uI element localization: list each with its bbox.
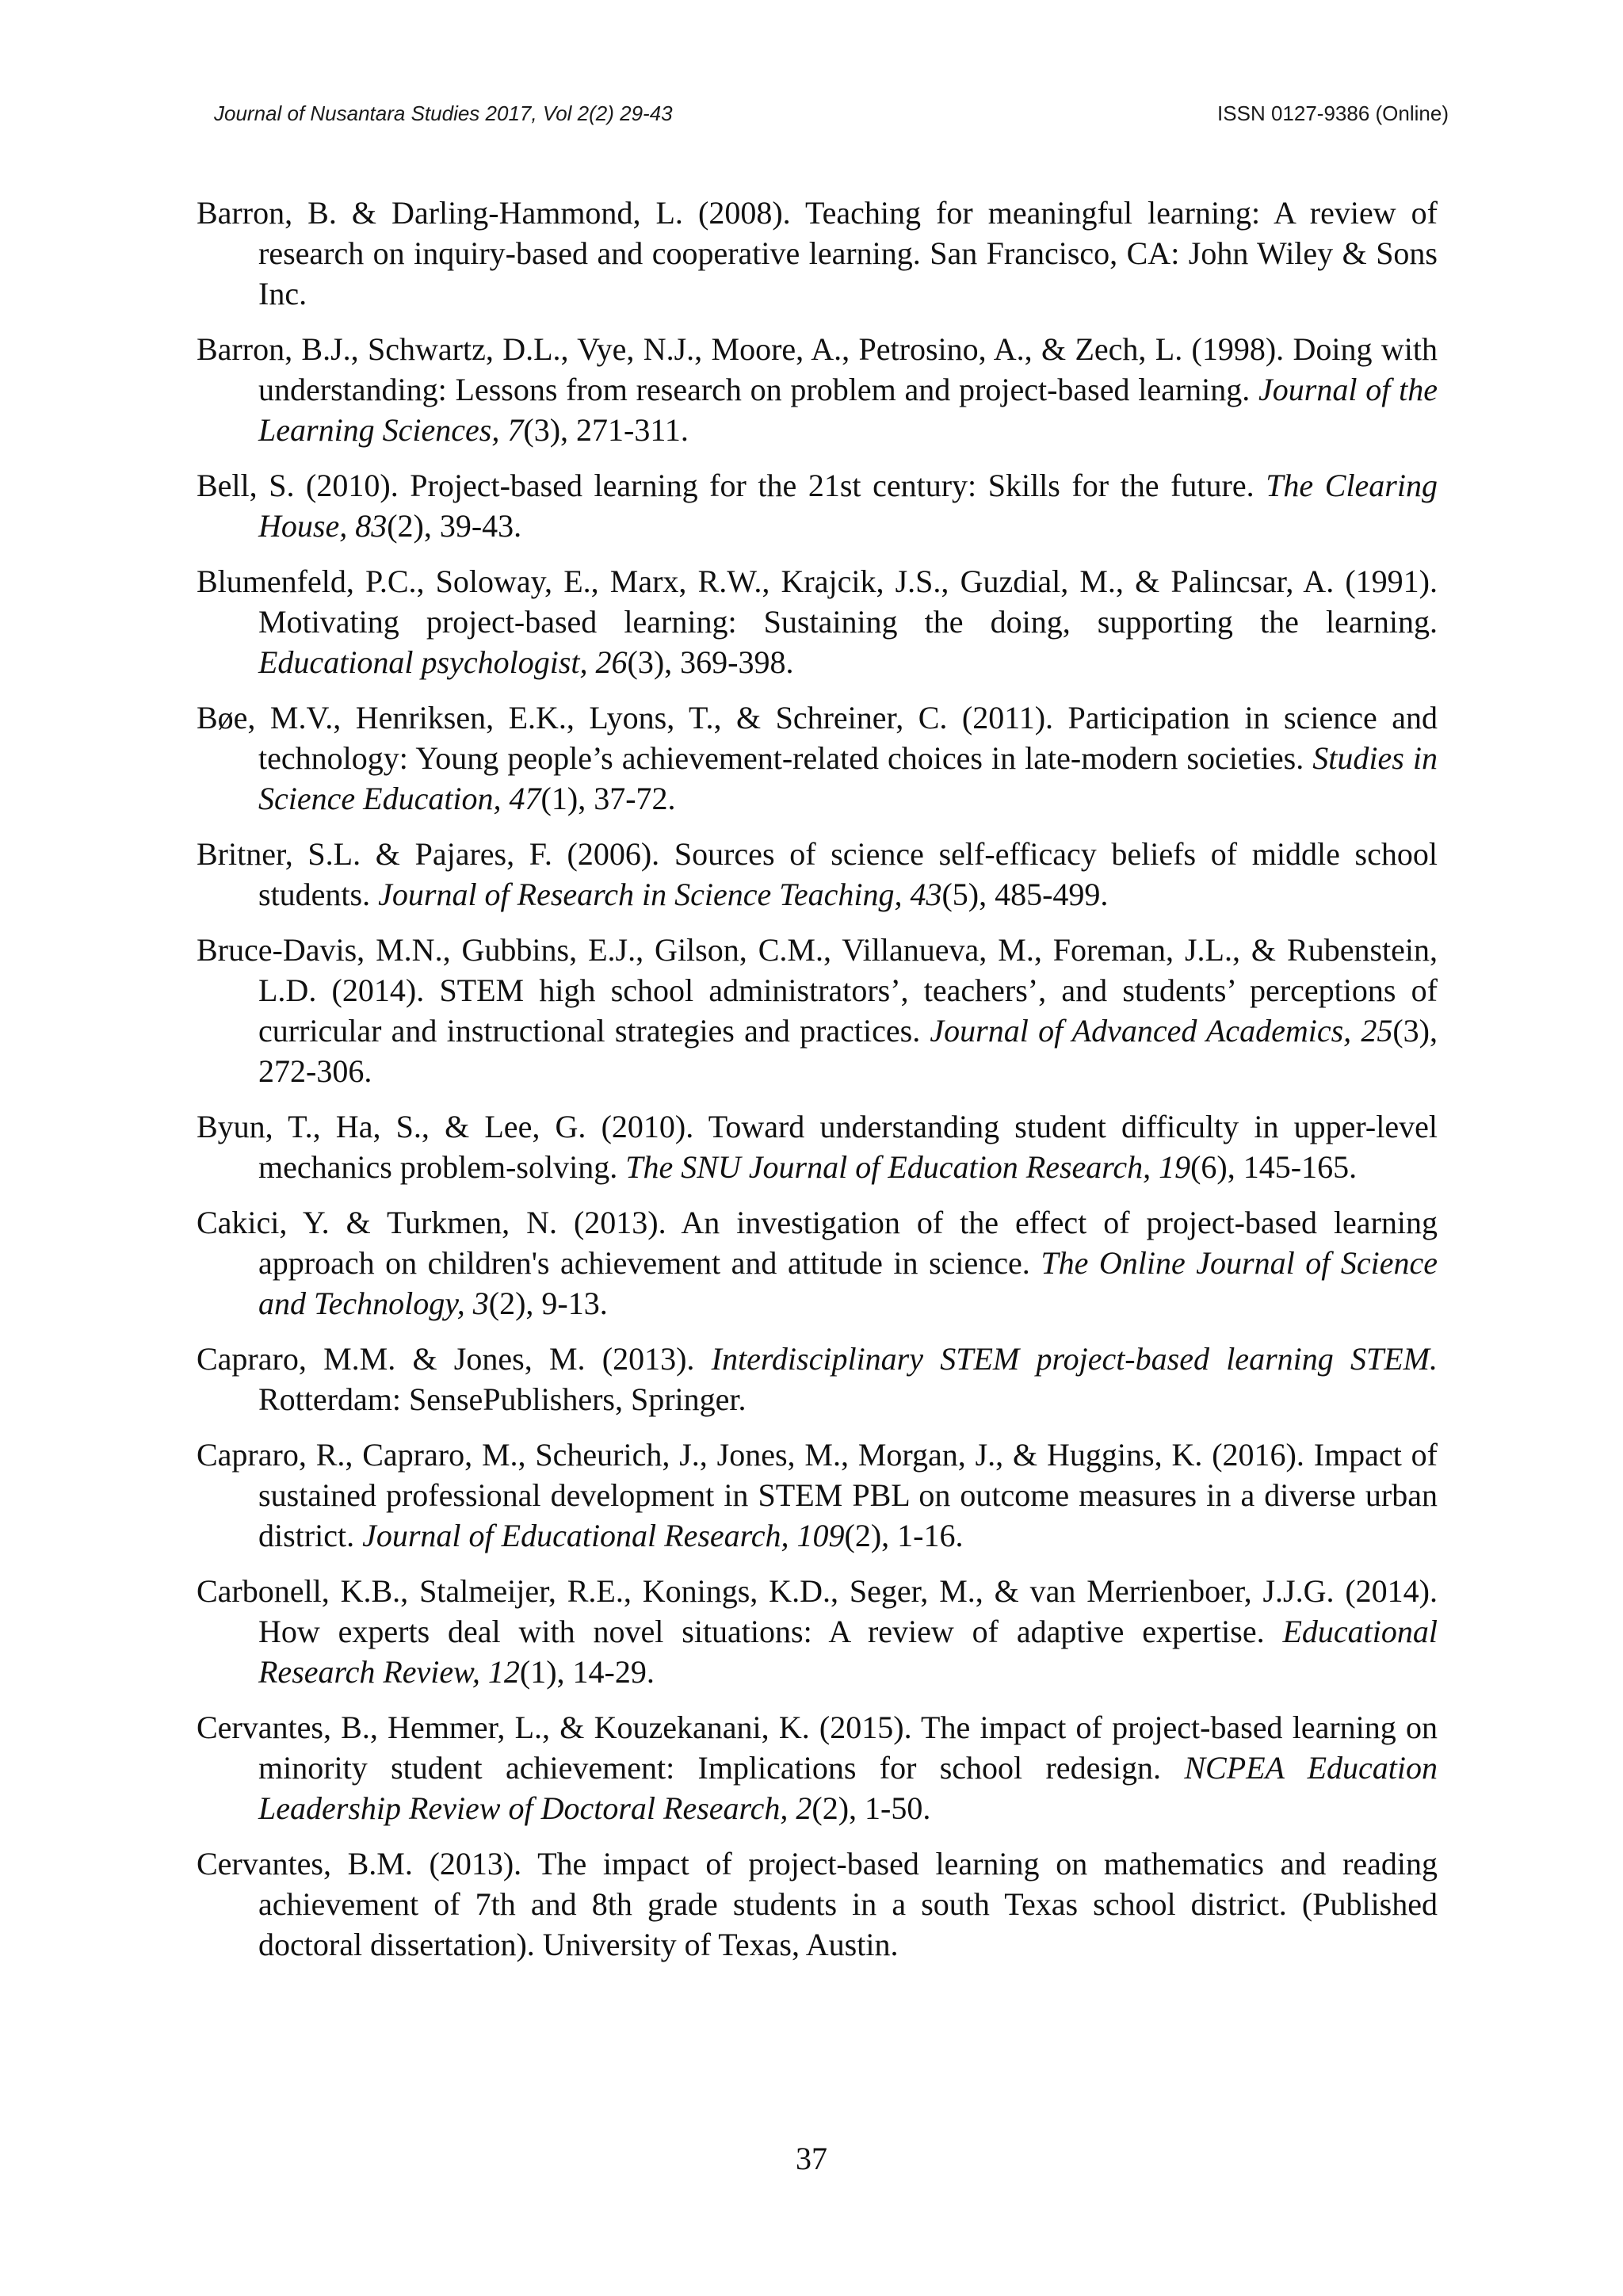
reference-entry xyxy=(197,329,1438,450)
reference-entry xyxy=(197,1339,1438,1419)
reference-text: Cervantes, B., Hemmer, L., & Kouzekanani, K. (2015). The impact of project-based learning on minority student achievement: Implications for school redesign. xyxy=(197,1710,1438,1786)
reference-details: (6), 145-165. xyxy=(1190,1149,1358,1185)
issn-label: ISSN 0127-9386 (Online) xyxy=(1217,101,1449,125)
reference-entry xyxy=(197,1435,1438,1556)
reference-source: Journal of Educational Research, 109 xyxy=(362,1518,845,1553)
reference-entry xyxy=(197,1106,1438,1187)
reference-text: Cakici, Y. & Turkmen, N. (2013). An investigation of the effect of project-based learning approach on children's achievement and attitude in science. xyxy=(197,1205,1438,1281)
reference-text: Capraro, M.M. & Jones, M. (2013). xyxy=(197,1341,712,1377)
running-header xyxy=(214,101,1449,133)
reference-text: Bøe, M.V., Henriksen, E.K., Lyons, T., & Schreiner, C. (2011). Participation in science and technology: Young people’s achievement-related choices in late-modern societies. xyxy=(197,700,1438,776)
reference-source: Interdisciplinary STEM project-based learning STEM. xyxy=(711,1341,1438,1377)
reference-source: Educational Research Review, 12 xyxy=(258,1614,1438,1690)
reference-details: (1), 14-29. xyxy=(519,1654,655,1690)
reference-entry xyxy=(197,1202,1438,1324)
reference-text: Byun, T., Ha, S., & Lee, G. (2010). Toward understanding student difficulty in upper-level mechanics problem-solving. xyxy=(197,1109,1438,1185)
reference-text: Bell, S. (2010). Project-based learning for the 21st century: Skills for the future. xyxy=(197,468,1266,503)
reference-details: (2), 9-13. xyxy=(488,1286,608,1321)
reference-text: Blumenfeld, P.C., Soloway, E., Marx, R.W., Krajcik, J.S., Guzdial, M., & Palincsar, A. (1991). Motivating project-based learning: Sustaining the doing, supporting the learning. xyxy=(197,563,1438,640)
reference-source: Journal of the Learning Sciences, 7 xyxy=(258,372,1438,448)
reference-details: Rotterdam: SensePublishers, Springer. xyxy=(258,1381,747,1417)
reference-text: Barron, B. & Darling-Hammond, L. (2008). Teaching for meaningful learning: A review of research on inquiry-based and cooperative learning. San Francisco, CA: John Wiley & Sons Inc. xyxy=(197,195,1438,311)
reference-source: Studies in Science Education, 47 xyxy=(258,740,1438,816)
reference-source: The Clearing House, 83 xyxy=(258,468,1438,544)
reference-details: (3), 272-306. xyxy=(258,1013,1438,1089)
reference-details: (2), 1-16. xyxy=(844,1518,964,1553)
reference-details: (2), 39-43. xyxy=(387,508,522,544)
reference-text: Cervantes, B.M. (2013). The impact of project-based learning on mathematics and reading achievement of 7th and 8th grade students in a south Texas school district. (Published doctoral dissertation). University of Texas, Austin. xyxy=(197,1846,1438,1962)
reference-source: NCPEA Education Leadership Review of Doctoral Research, 2 xyxy=(258,1750,1438,1826)
reference-entry xyxy=(197,930,1438,1091)
reference-list xyxy=(197,193,1438,1980)
reference-details: (3), 271-311. xyxy=(523,412,689,448)
reference-details: (5), 485-499. xyxy=(941,877,1109,912)
reference-text: Barron, B.J., Schwartz, D.L., Vye, N.J., Moore, A., Petrosino, A., & Zech, L. (1998). Doing with understanding: Lessons from research on problem and project-based learning. xyxy=(197,331,1438,407)
reference-details: (3), 369-398. xyxy=(627,644,794,680)
journal-citation: Journal of Nusantara Studies 2017, Vol 2(2) 29-43 xyxy=(214,101,673,125)
reference-source: Educational psychologist, 26 xyxy=(258,644,628,680)
reference-entry xyxy=(197,1571,1438,1692)
reference-entry xyxy=(197,193,1438,314)
reference-text: Capraro, R., Capraro, M., Scheurich, J., Jones, M., Morgan, J., & Huggins, K. (2016). Impact of sustained professional development in STEM PBL on outcome measures in a diverse urban district. xyxy=(197,1437,1438,1553)
reference-source: The SNU Journal of Education Research, 19 xyxy=(625,1149,1191,1185)
reference-details: (1), 37-72. xyxy=(540,781,676,816)
reference-text: Britner, S.L. & Pajares, F. (2006). Sources of science self-efficacy beliefs of middle school students. xyxy=(197,836,1438,912)
reference-entry xyxy=(197,561,1438,682)
reference-text: Carbonell, K.B., Stalmeijer, R.E., Konings, K.D., Seger, M., & van Merrienboer, J.J.G. (2014). How experts deal with novel situations: A review of adaptive expertise. xyxy=(197,1573,1438,1649)
reference-entry xyxy=(197,1843,1438,1965)
reference-entry xyxy=(197,834,1438,915)
reference-entry xyxy=(197,697,1438,819)
reference-entry xyxy=(197,465,1438,546)
reference-details: (2), 1-50. xyxy=(812,1790,931,1826)
page-number: 37 xyxy=(796,2141,827,2176)
reference-text: Bruce-Davis, M.N., Gubbins, E.J., Gilson, C.M., Villanueva, M., Foreman, J.L., & Rubenstein, L.D. (2014). STEM high school administrators’, teachers’, and students’ perceptions of curricular and instructional strategies and practices. xyxy=(197,932,1438,1049)
reference-entry xyxy=(197,1707,1438,1828)
reference-source: Journal of Research in Science Teaching, 43 xyxy=(378,877,942,912)
reference-source: Journal of Advanced Academics, 25 xyxy=(930,1013,1393,1049)
reference-source: The Online Journal of Science and Technology, 3 xyxy=(258,1245,1438,1321)
